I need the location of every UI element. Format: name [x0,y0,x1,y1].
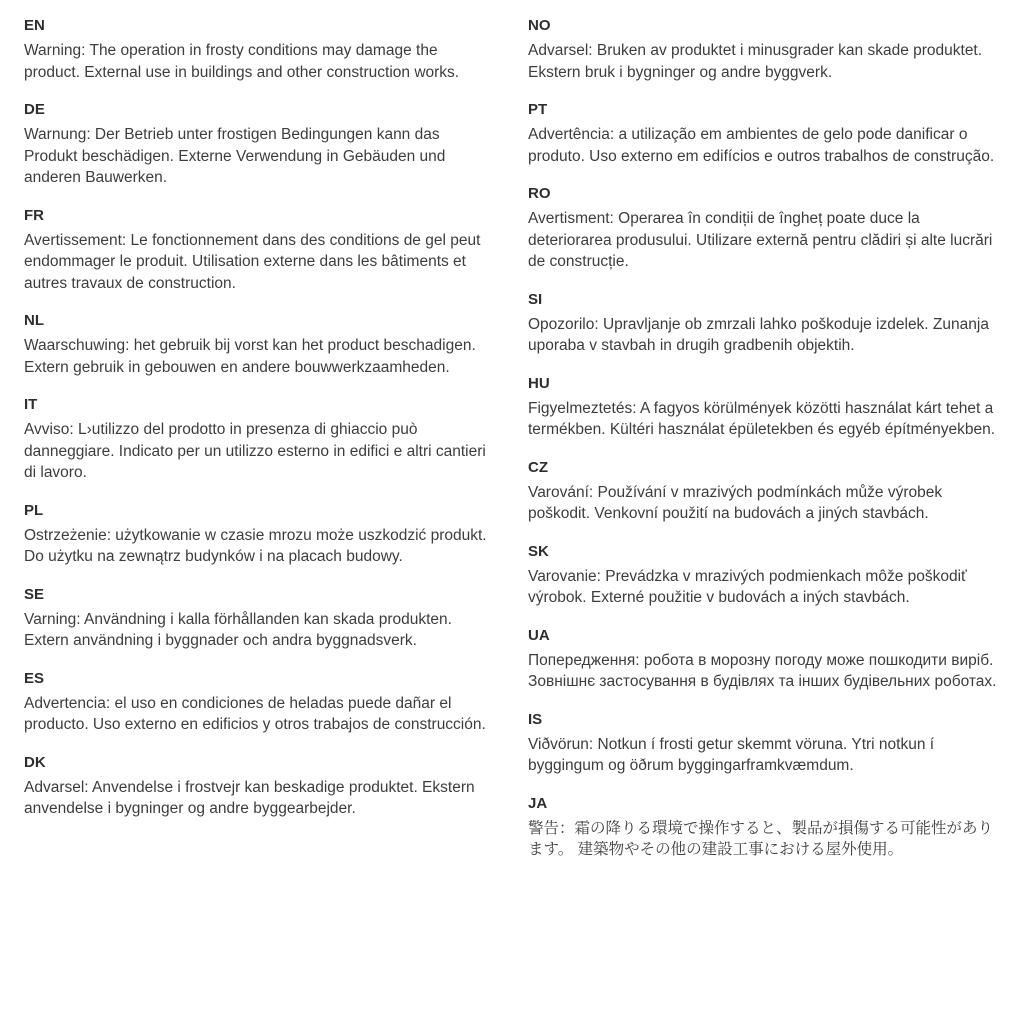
right-column [528,16,998,878]
language-code: SE [24,585,45,603]
warning-text: Warning: The operation in frosty conditions may damage the product. External use in buildings and other construction works. [24,42,460,81]
language-code: FR [24,206,44,224]
warning-text: Warnung: Der Betrieb unter frostigen Bedingungen kann das Produkt beschädigen. Externe Verwendung in Gebäuden und anderen Bauwerken. [24,126,446,186]
warning-text: Figyelmeztetés: A fagyos körülmények közötti használat kárt tehet a termékben. Kültéri használat épületekben és egyéb építményekben. [528,399,996,438]
warning-entry-es [24,669,494,736]
warning-entry-se [24,585,494,652]
language-code: HU [528,374,550,392]
warning-text: Waarschuwing: het gebruik bij vorst kan het product beschadigen. Extern gebruik in gebouwen en andere bouwwerkzaamheden. [24,337,476,376]
warning-text: 警告：霜の降りる環境で操作すると、製品が損傷する可能性があります。 建築物やその他の建設工事における屋外使用。 [528,819,994,858]
warning-text: Advarsel: Bruken av produktet i minusgrader kan skade produktet. Ekstern bruk i bygninger og andre byggverk. [528,42,983,81]
language-code: JA [528,794,548,812]
warning-entry-it [24,395,494,484]
warning-text: Opozorilo: Upravljanje ob zmrzali lahko poškoduje izdelek. Zunanja uporaba v stavbah in drugih gradbenih objektih. [528,315,989,354]
language-code: SK [528,542,549,560]
warning-entry-hu [528,374,998,441]
language-code: DK [24,753,46,771]
warning-text: Varning: Användning i kalla förhållanden kan skada produkten. Extern användning i byggnader och andra byggnadsverk. [24,610,452,649]
language-code: ES [24,669,45,687]
warning-entry-de [24,100,494,189]
warning-entry-sk [528,542,998,609]
language-code: IS [528,710,543,728]
language-code: NO [528,17,551,34]
warning-text: Varování: Používání v mrazivých podmínkách může výrobek poškodit. Venkovní použití na budovách a jiných stavbách. [528,483,943,522]
warning-entry-is [528,710,998,777]
language-code: IT [24,396,38,413]
language-code: SI [528,290,543,308]
warning-entry-si [528,290,998,357]
warning-text: Ostrzeżenie: użytkowanie w czasie mrozu może uszkodzić produkt. Do użytku na zewnątrz budynków i na placach budowy. [24,526,487,565]
language-code: PT [528,101,548,118]
warning-text: Avertissement: Le fonctionnement dans des conditions de gel peut endommager le produit. Utilisation externe dans les bâtiments et autres travaux de construction. [24,231,481,292]
language-code: PL [24,501,44,519]
warning-entry-ja [528,794,998,861]
warning-text: Avertisment: Operarea în condiții de îngheț poate duce la deteriorarea produsului. Utilizare externă pentru clădiri și alte lucrări de construcție. [528,210,993,270]
warning-text: Viðvörun: Notkun í frosti getur skemmt vöruna. Ytri notkun í byggingum og öðrum byggingarframkvæmdum. [528,735,935,774]
language-code: DE [24,101,45,118]
warning-text: Varovanie: Prevádzka v mrazivých podmienkach môže poškodiť výrobok. Externé použitie v budovách a iných stavbách. [528,567,967,606]
language-code: RO [528,185,551,202]
warning-text: Попередження: робота в морозну погоду може пошкодити виріб. Зовнішнє застосування в будівлях та інших будівельних роботах. [528,651,997,690]
warning-entry-no [528,16,998,83]
warning-entry-pl [24,501,494,568]
warning-entry-cz [528,458,998,525]
language-code: EN [24,17,45,34]
warning-entry-ro [528,184,998,273]
warning-entry-nl [24,311,494,378]
language-code: CZ [528,458,548,476]
warning-entry-pt [528,100,998,167]
warning-entry-fr [24,206,494,295]
left-column [24,16,494,878]
warning-text: Advarsel: Anvendelse i frostvejr kan beskadige produktet. Ekstern anvendelse i bygninger og andre byggearbejder. [24,778,475,817]
warning-entry-ua [528,626,998,693]
warning-text: Avviso: L›utilizzo del prodotto in presenza di ghiaccio può danneggiare. Indicato per un utilizzo esterno in edifici e altri cantieri di lavoro. [24,421,486,481]
warning-text: Advertência: a utilização em ambientes de gelo pode danificar o produto. Uso externo em edifícios e outros trabalhos de construção. [528,126,995,165]
language-code: NL [24,312,44,329]
warning-entry-en [24,16,494,83]
warning-text: Advertencia: el uso en condiciones de heladas puede dañar el producto. Uso externo en edificios y otros trabajos de construcción. [24,694,486,733]
language-code: UA [528,626,550,644]
warning-entry-dk [24,753,494,820]
